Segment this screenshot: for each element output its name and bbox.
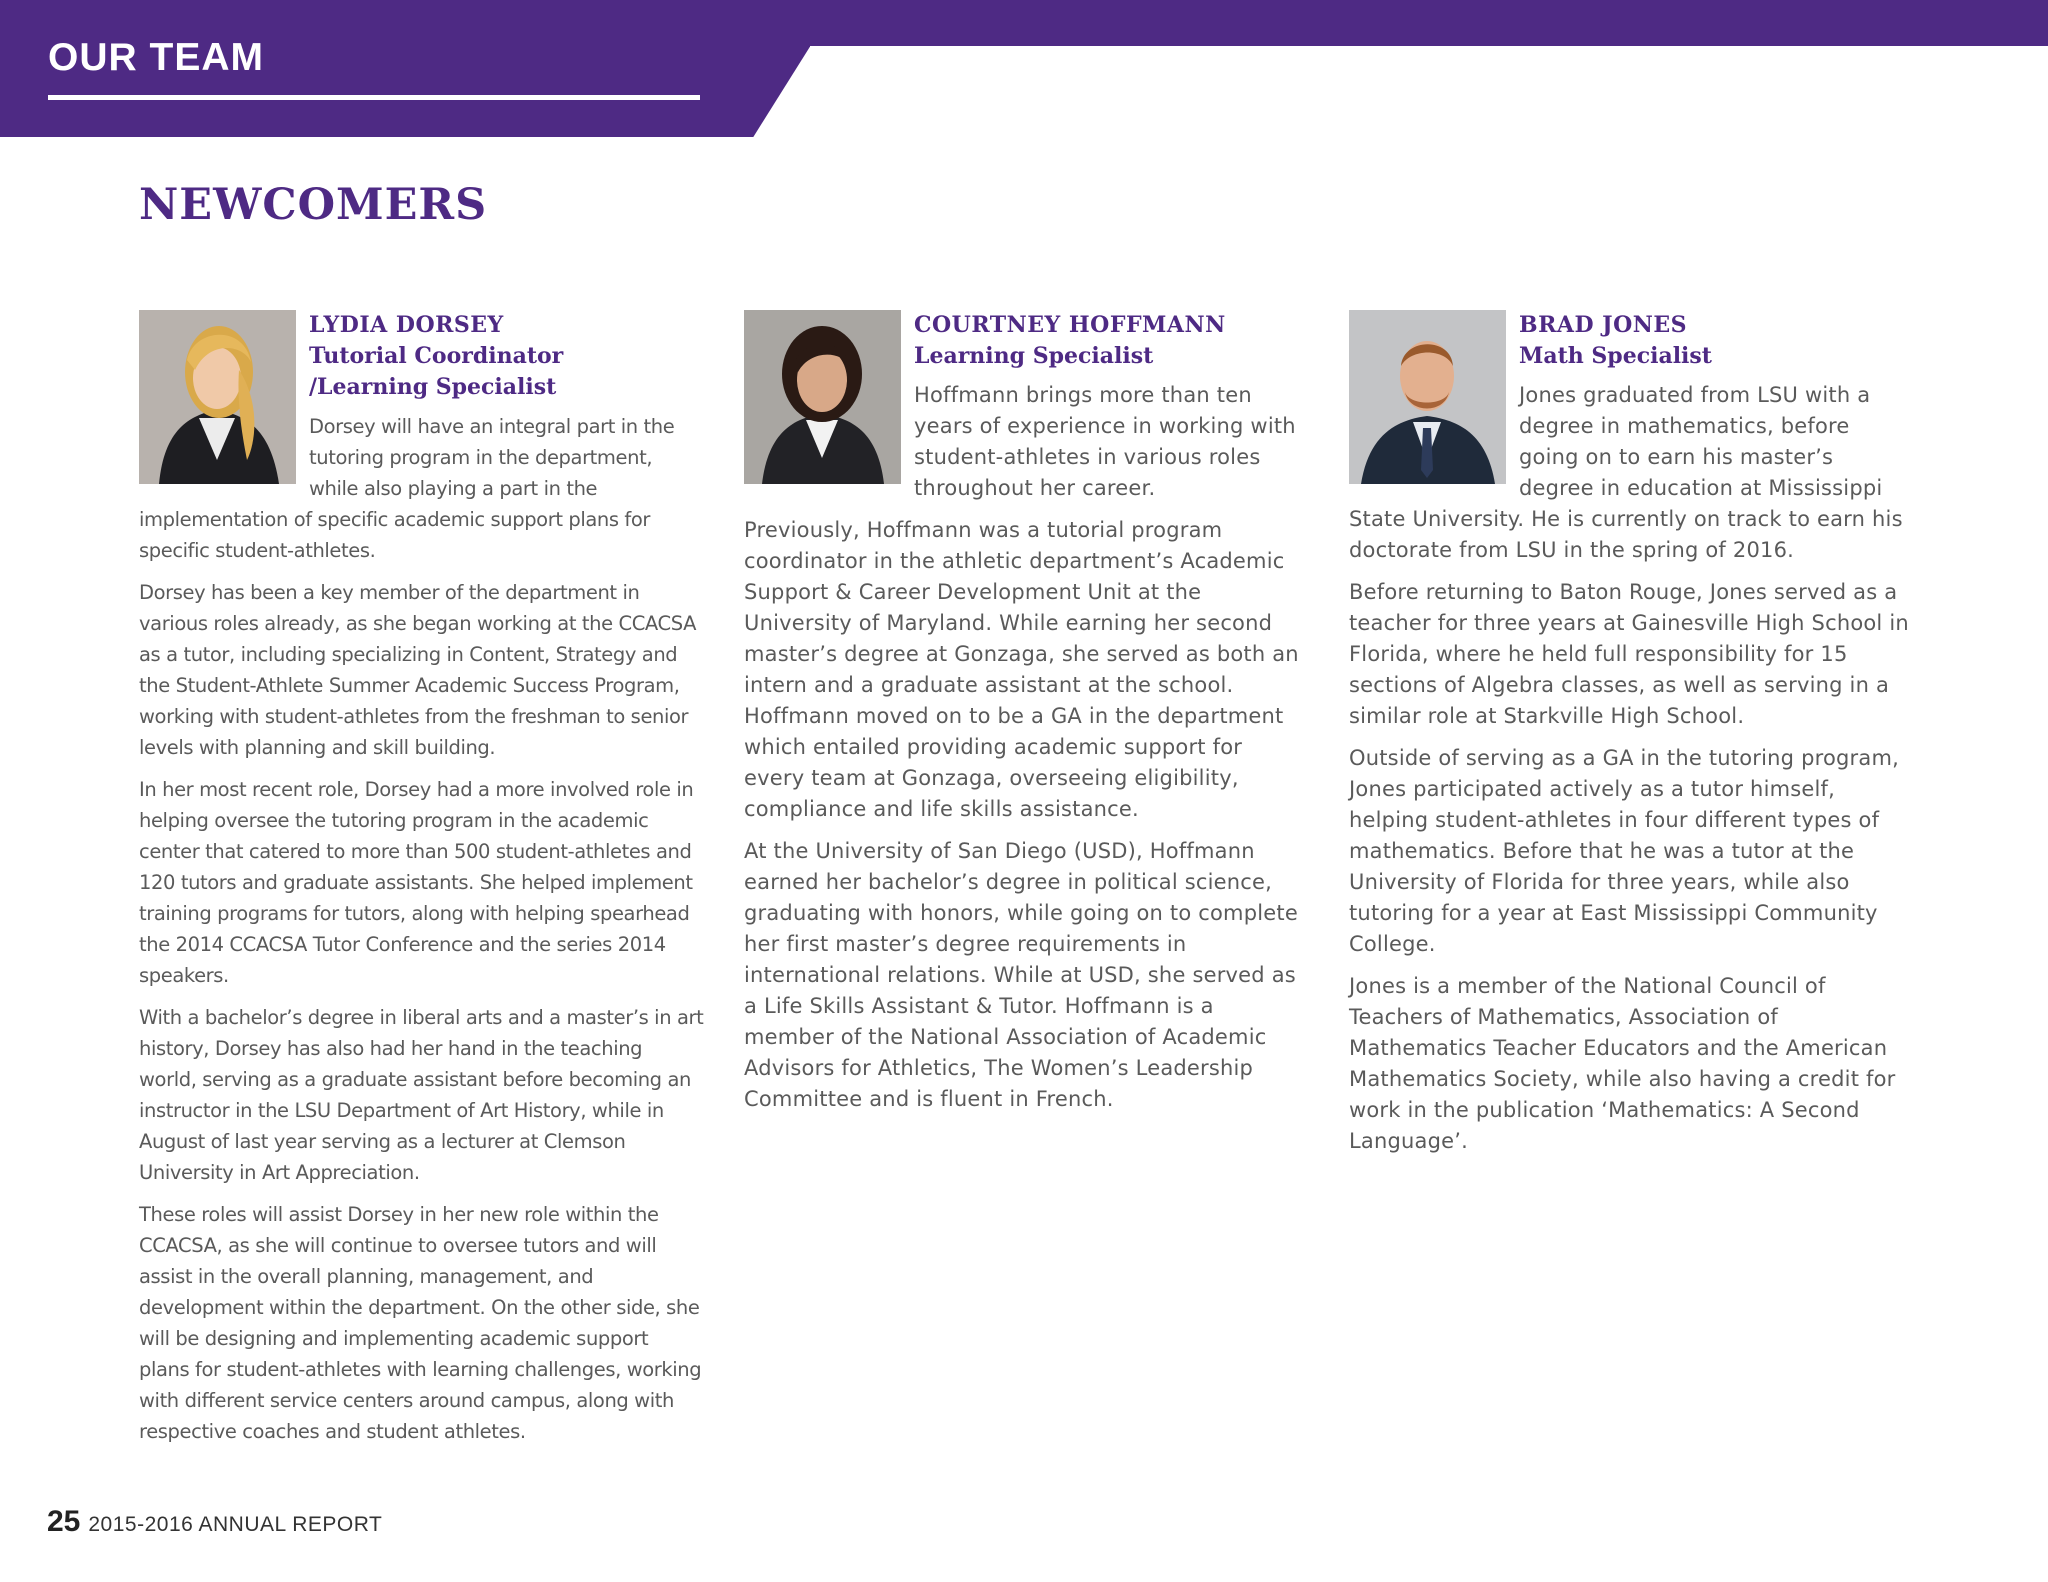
report-title: 2015-2016 ANNUAL REPORT [88,1513,383,1536]
member-photo-hoffmann [744,310,901,484]
member-card-hoffmann [744,310,1309,1126]
member-photo-jones [1349,310,1506,484]
portrait-image [139,310,296,484]
bio-paragraph: With a bachelor’s degree in liberal arts and a master’s in art history, Dorsey has also had her hand in the teaching world, serving as a graduate assistant before becoming an instructor in the LSU Department of Art History, while in August of last year serving as a lecturer at Clemson University in Art Appreciation. [139,1006,704,1184]
bio-paragraph: These roles will assist Dorsey in her new role within the CCACSA, as she will continue to oversee tutors and will assist in the overall planning, management, and development within the department. On the other side, she will be designing and implementing academic support plans for student-athletes with learning challenges, working with different service centers around campus, along with respective coaches and student athletes. [139,1203,702,1443]
member-role: Learning Specialist [914,343,1154,369]
bio-paragraph: Jones is a member of the National Council of Teachers of Mathematics, Association of Mathematics Teacher Educators and the American Mathematics Society, while also having a credit for work in the publication ‘Mathematics: A Second Language’. [1349,974,1896,1153]
header-underline [48,95,700,100]
member-role: Math Specialist [1519,343,1712,369]
page-number: 25 [47,1505,81,1538]
bio-paragraph: Before returning to Baton Rouge, Jones served as a teacher for three years at Gainesville High School in Florida, where he held full responsibility for 15 sections of Algebra classes, as well as serving in a similar role at Starkville High School. [1349,580,1909,728]
member-photo-dorsey [139,310,296,484]
bio-paragraph: In her most recent role, Dorsey had a more involved role in helping oversee the tutoring program in the academic center that catered to more than 500 student-athletes and 120 tutors and graduate assistants. She helped implement training programs for tutors, along with helping spearhead the 2014 CCACSA Tutor Conference and the series 2014 speakers. [139,778,694,987]
bio-paragraph: Outside of serving as a GA in the tutoring program, Jones participated actively as a tutor himself, helping student-athletes in four different types of mathematics. Before that he was a tutor at the University of Florida for three years, while also tutoring for a year at East Mississippi Community College. [1349,746,1899,956]
member-card-dorsey [139,310,704,1458]
page-header-title: OUR TEAM [48,36,264,79]
bio-paragraph: Hoffmann brings more than ten years of experience in working with student-athletes in various roles throughout her career. [914,383,1296,500]
bio-paragraph: Dorsey has been a key member of the department in various roles already, as she began working at the CCACSA as a tutor, including specializing in Content, Strategy and the Student-Athlete Summer Academic Success Program, working with student-athletes from the freshman to senior levels with planning and skill building. [139,581,697,759]
portrait-image [744,310,901,484]
member-name: COURTNEY HOFFMANN [914,312,1226,338]
section-title: NEWCOMERS [139,180,488,230]
member-name: BRAD JONES [1519,312,1688,338]
member-name: LYDIA DORSEY [309,312,504,338]
bio-paragraph: Previously, Hoffmann was a tutorial program coordinator in the athletic department’s Academic Support & Career Development Unit at the University of Maryland. While earning her second master’s degree at Gonzaga, she served as both an intern and a graduate assistant at the school. Hoffmann moved on to be a GA in the department which entailed providing academic support for every team at Gonzaga, overseeing eligibility, compliance and life skills assistance. [744,518,1299,821]
member-card-jones [1349,310,1914,1168]
portrait-image [1349,310,1506,484]
page-footer [47,1505,382,1539]
member-role: Tutorial Coordinator /Learning Specialist [309,343,564,400]
bio-paragraph: Jones graduated from LSU with a degree in mathematics, before going on to earn his master’s degree in education at Mississippi State University. He is currently on track to earn his doctorate from LSU in the spring of 2016. [1349,383,1903,562]
bio-paragraph: At the University of San Diego (USD), Hoffmann earned her bachelor’s degree in political science, graduating with honors, while going on to complete her first master’s degree requirements in international relations. While at USD, she served as a Life Skills Assistant & Tutor. Hoffmann is a member of the National Association of Academic Advisors for Athletics, The Women’s Leadership Committee and is fluent in French. [744,839,1298,1111]
bio-paragraph: Dorsey will have an integral part in the tutoring program in the department, while also playing a part in the implementation of specific academic support plans for specific student-athletes. [139,415,675,562]
